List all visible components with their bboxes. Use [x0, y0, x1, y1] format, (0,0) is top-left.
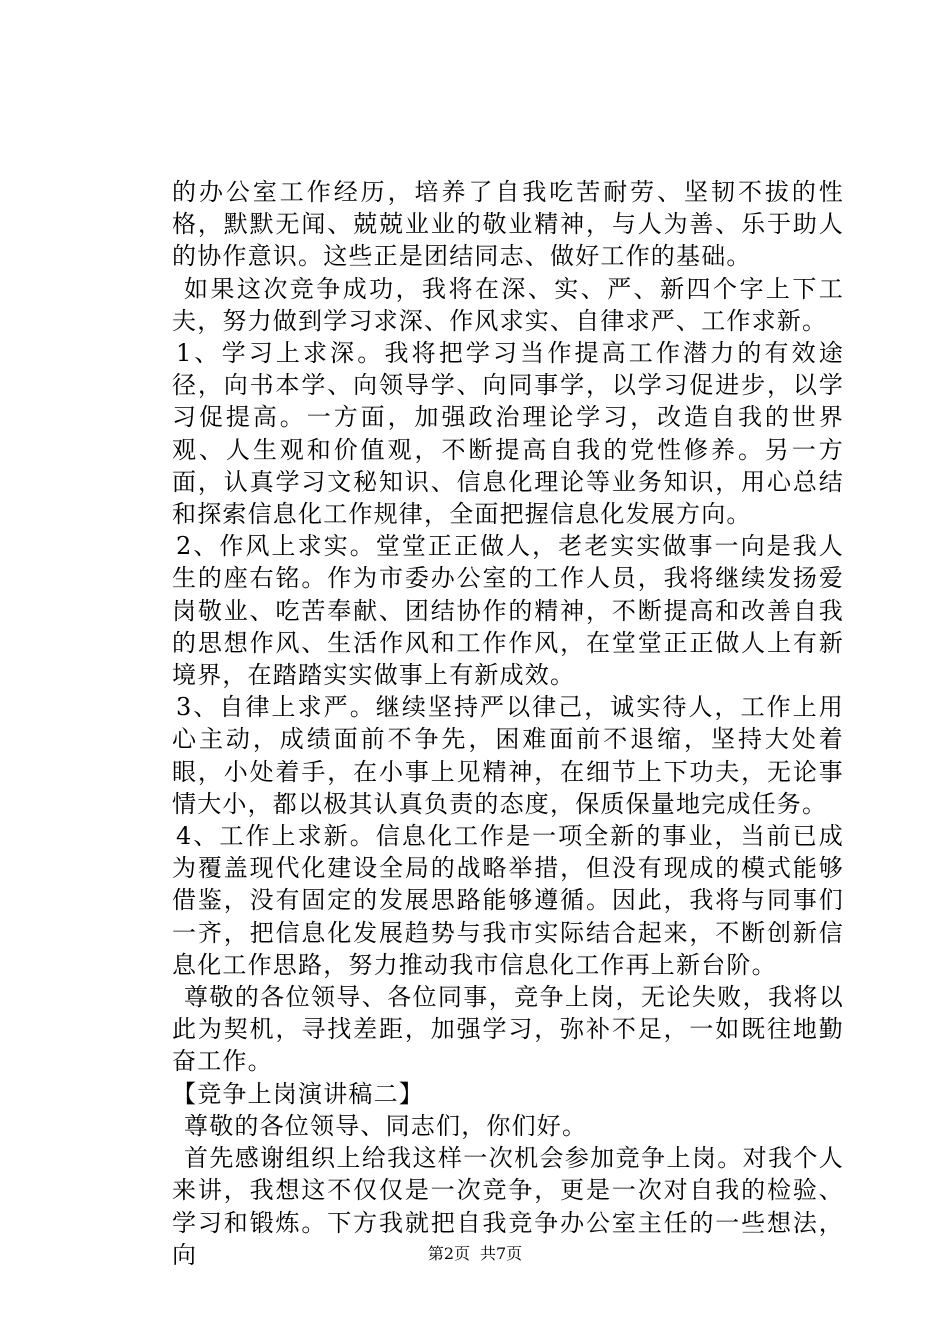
- paragraph-closing: 尊敬的各位领导、各位同事，竞争上岗，无论失败，我将以此为契机，寻找差距，加强学习，弥补不足，一如既往地勤奋工作。: [172, 983, 844, 1076]
- paragraph-greeting: 尊敬的各位领导、同志们，你们好。: [184, 1111, 588, 1140]
- page-footer: [0, 1244, 950, 1264]
- paragraph-point-4: 4、工作上求新。信息化工作是一项全新的事业，当前已成为覆盖现代化建设全局的战略举措，但没有现成的模式能够借鉴，没有固定的发展思路能够遵循。因此，我将与同事们一齐，把信息化发展趋势与我市实际结合起来，不断创新信息化工作思路，努力推动我市信息化工作再上新台阶。: [172, 822, 844, 979]
- paragraph-point-3: 3、自律上求严。继续坚持严以律己，诚实待人，工作上用心主动，成绩面前不争先，困难面前不退缩，坚持大处着眼，小处着手，在小事上见精神，在细节上下功夫，无论事情大小，都以极其认真负责的态度，保质保量地完成任务。: [172, 693, 844, 818]
- paragraph-point-1: 1、学习上求深。我将把学习当作提高工作潜力的有效途径，向书本学、向领导学、向同事学，以学习促进步，以学习促提高。一方面，加强政治理论学习，改造自我的世界观、人生观和价值观，不断提高自我的党性修养。另一方面，认真学习文秘知识、信息化理论等业务知识，用心总结和探索信息化工作规律，全面把握信息化发展方向。: [172, 339, 844, 529]
- paragraph-opening: 首先感谢组织上给我这样一次机会参加竞争上岗。对我个人来讲，我想这不仅仅是一次竞争，更是一次对自我的检验、学习和锻炼。下方我就把自我竞争办公室主任的一些想法，向: [172, 1144, 844, 1269]
- page-total: 共7页: [480, 1244, 523, 1263]
- section-heading: 【竞争上岗演讲稿二】: [172, 1079, 424, 1108]
- paragraph-point-2: 2、作风上求实。堂堂正正做人，老老实实做事一向是我人生的座右铭。作为市委办公室的工作人员，我将继续发扬爱岗敬业、吃苦奉献、团结协作的精神，不断提高和改善自我的思想作风、生活作风和工作作风，在堂堂正正做人上有新境界，在踏踏实实做事上有新成效。: [172, 532, 844, 690]
- paragraph-continuation: 的办公室工作经历，培养了自我吃苦耐劳、坚韧不拔的性格，默默无闻、兢兢业业的敬业精神，与人为善、乐于助人的协作意识。这些正是团结同志、做好工作的基础。: [172, 178, 844, 271]
- paragraph-intro: 如果这次竞争成功，我将在深、实、严、新四个字上下工夫，努力做到学习求深、作风求实、自律求严、工作求新。: [172, 274, 844, 335]
- page-number: 第2页: [427, 1244, 470, 1263]
- document-body: [172, 176, 844, 1271]
